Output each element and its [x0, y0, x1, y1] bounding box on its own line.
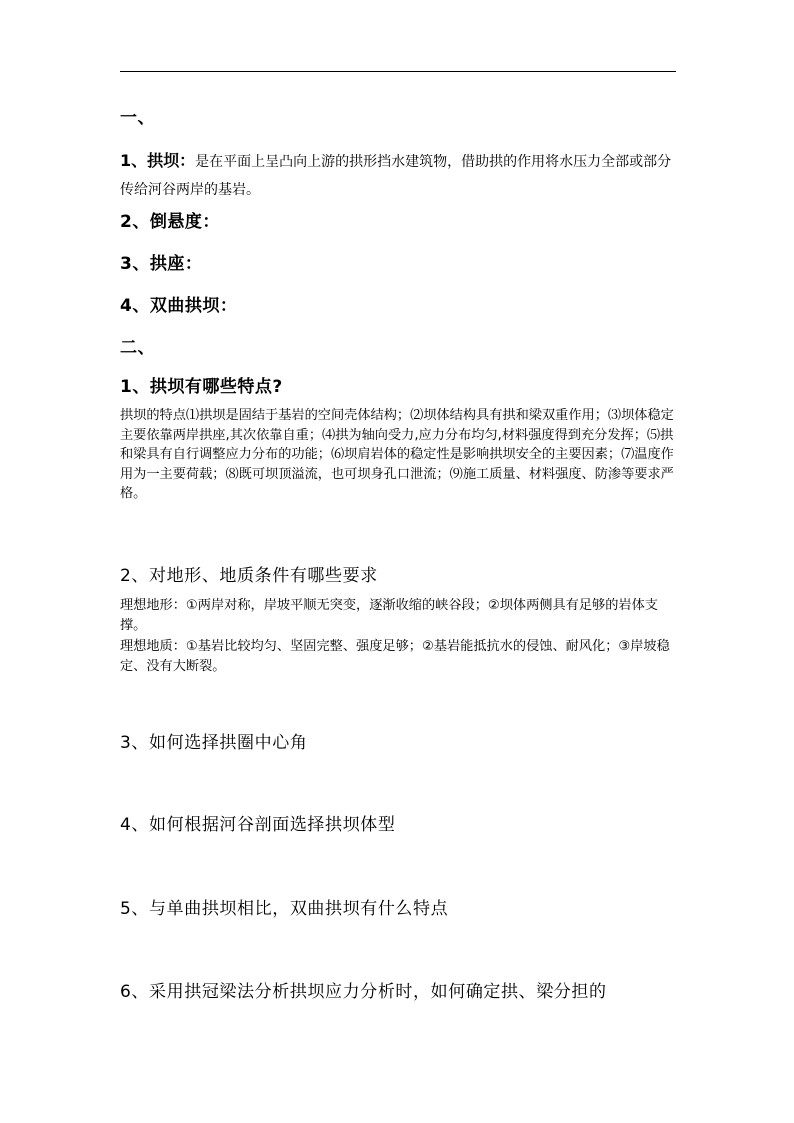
- definition-item-4: [120, 296, 680, 316]
- definition-text: 是在平面上呈凸向上游的拱形挡水建筑物，借助拱的作用将水压力全部或部分传给河谷两岸的基岩。: [120, 154, 672, 198]
- section1-heading: 一、: [120, 108, 155, 128]
- definition-term: 4、双曲拱坝：: [120, 296, 238, 316]
- definition-term: 1、拱坝：: [120, 151, 196, 170]
- definition-item-3: [120, 254, 680, 274]
- definition-term: 2、倒悬度：: [120, 212, 220, 232]
- answer-paragraph: 拱坝的特点⑴拱坝是固结于基岩的空间壳体结构；⑵坝体结构具有拱和梁双重作用；⑶坝体稳定主要依靠两岸拱座,其次依靠自重；⑷拱为轴向受力,应力分布均匀,材料强度得到充分发挥；⑸拱和梁具有自行调整应力分布的功能；⑹坝肩岩体的稳定性是影响拱坝安全的主要因素；⑺温度作用为一主要荷载；⑻既可坝顶溢流，也可坝身孔口泄流；⑼施工质量、材料强度、防渗等要求严格。: [120, 408, 674, 501]
- header-rule: [120, 71, 676, 72]
- definition-item-2: [120, 212, 680, 232]
- answer-paragraph: 理想地形：①两岸对称，岸坡平顺无突变，逐渐收缩的峡谷段；②坝体两侧具有足够的岩体支撑。: [120, 598, 658, 633]
- question-title: 4、如何根据河谷剖面选择拱坝体型: [120, 815, 396, 835]
- question-title: 1、拱坝有哪些特点?: [120, 377, 283, 397]
- question-title: 2、对地形、地质条件有哪些要求: [120, 566, 378, 586]
- question-title: 6、采用拱冠梁法分析拱坝应力分析时，如何确定拱、梁分担的: [120, 982, 607, 1002]
- question-title: 3、如何选择拱圈中心角: [120, 733, 308, 753]
- question-title: 5、与单曲拱坝相比，双曲拱坝有什么特点: [120, 899, 449, 919]
- definition-item-1: [120, 147, 680, 204]
- section2-heading: 二、: [120, 338, 155, 358]
- answer-paragraph: 理想地质：①基岩比较均匀、坚固完整、强度足够；②基岩能抵抗水的侵蚀、耐风化；③岸坡稳定、没有大断裂。: [120, 639, 670, 674]
- definition-term: 3、拱座：: [120, 254, 203, 274]
